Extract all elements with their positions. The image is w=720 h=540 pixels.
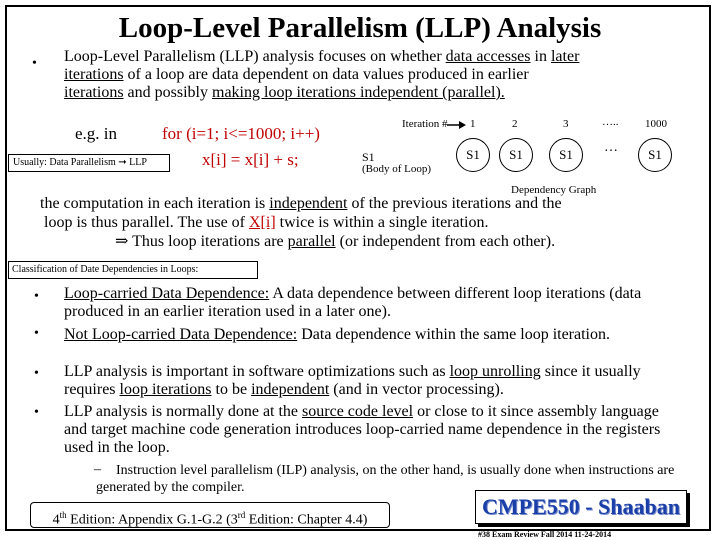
usually-box	[8, 154, 170, 172]
body-of-loop-label: (Body of Loop)	[362, 163, 432, 175]
course-logo: CMPE550 - Shaaban	[475, 490, 687, 524]
intro-text: of a loop are data dependent on data values produced in earlier	[127, 66, 529, 83]
graph-node: S1	[638, 138, 672, 172]
bullet-text: to be	[215, 381, 248, 398]
iteration-number: 1	[470, 118, 476, 130]
bullet-text: LLP analysis is important in software optimizations such as	[64, 363, 446, 380]
iteration-label: Iteration #	[402, 118, 448, 130]
edition-text: Edition: Appendix G.1-G.2 (3	[66, 512, 238, 528]
bullet-llp-software	[64, 363, 674, 399]
bullet-loop-carried	[64, 285, 674, 321]
edition-text: 4	[52, 512, 60, 528]
bullet-marker: •	[34, 289, 39, 304]
iteration-arrow-icon	[447, 119, 467, 131]
classification-label: Classification of Date Dependencies in Loops:	[8, 261, 258, 279]
dependency-graph-caption: Dependency Graph	[511, 184, 597, 196]
intro-parallel: making loop iterations independent (parallel).	[212, 84, 505, 101]
graph-node: S1	[499, 138, 533, 172]
bullet-not-loop-carried	[64, 326, 674, 344]
iteration-number: 3	[563, 118, 569, 130]
conclusion-xi: X[i]	[249, 214, 276, 231]
edition-text: Edition: Chapter 4.4)	[245, 512, 368, 528]
bullet-heading: Loop-carried Data Dependence:	[64, 285, 270, 302]
page-title: Loop-Level Parallelism (LLP) Analysis	[118, 12, 602, 44]
iteration-number: …..	[602, 116, 619, 128]
conclusion-paragraph	[40, 194, 700, 251]
conclusion-text: the computation in each iteration is	[40, 195, 266, 212]
conclusion-independent: independent	[269, 195, 348, 212]
bullet-marker: •	[34, 405, 39, 420]
intro-paragraph	[64, 48, 694, 102]
intro-text: and possibly	[127, 84, 208, 101]
implies-icon: ⇒	[115, 233, 129, 250]
bullet-marker: •	[34, 366, 39, 381]
code-line-body: x[i] = x[i] + s;	[202, 150, 299, 169]
intro-data-accesses: data accesses	[445, 48, 531, 65]
edition-sup: rd	[237, 510, 246, 520]
slide-info: #38 Exam Review Fall 2014 11-24-2014	[478, 530, 612, 539]
bullet-marker: •	[32, 56, 37, 71]
usually-text: Usually: Data Parallelism	[13, 157, 116, 168]
bullet-text: Data dependence within the same loop iteration.	[297, 326, 610, 343]
bullet-heading: Not Loop-carried Data Dependence:	[64, 326, 298, 343]
loop-iterations-text: loop iterations	[119, 381, 212, 398]
bullet-text: LLP analysis is normally done at the	[64, 403, 299, 420]
loop-unrolling-text: loop unrolling	[449, 363, 541, 380]
bullet-llp-source-level	[64, 403, 674, 457]
llp-text: LLP	[129, 157, 147, 168]
bullet-text: (and in vector processing).	[333, 381, 504, 398]
s1-label: S1	[362, 150, 375, 164]
conclusion-text: (or independent from each other).	[339, 233, 556, 250]
bullet-text: since it usually requires	[64, 363, 641, 398]
graph-node: S1	[549, 138, 583, 172]
bullet-text: A data dependence between different loop iterations (data produced in an earlier iteration used in a later one).	[64, 285, 642, 320]
graph-ellipsis: …	[604, 140, 618, 155]
conclusion-text: loop is thus parallel. The use of	[44, 214, 245, 231]
sub-bullet-text: Instruction level parallelism (ILP) analysis, on the other hand, is usually done when instructions are generated by the compiler.	[96, 463, 675, 495]
conclusion-parallel: parallel	[287, 233, 336, 250]
intro-text: Loop-Level Parallelism (LLP) analysis focuses on whether	[64, 48, 442, 65]
independent-text: independent	[251, 381, 330, 398]
iteration-number: 1000	[645, 118, 667, 130]
example-label: e.g. in	[75, 124, 118, 143]
intro-iterations: iterations	[64, 66, 124, 83]
conclusion-text: Thus loop iterations are	[132, 233, 284, 250]
intro-text: in	[534, 48, 547, 65]
edition-sup: th	[59, 510, 67, 520]
conclusion-text: twice is within a single iteration.	[279, 214, 489, 231]
code-line-for: for (i=1; i<=1000; i++)	[162, 124, 320, 143]
source-code-level-text: source code level	[302, 403, 414, 420]
bullet-marker: •	[34, 326, 39, 341]
arrow-right-icon: ➞	[118, 157, 127, 168]
bullet-text: or close to it since assembly language and target machine code generation introduces loop-carried name dependence in the registers used in the loop.	[64, 403, 661, 456]
intro-iterations: iterations	[64, 84, 124, 101]
graph-node: S1	[456, 138, 490, 172]
iteration-number: 2	[512, 118, 518, 130]
edition-reference	[30, 502, 390, 528]
intro-later: later	[550, 48, 580, 65]
sub-bullet-dash: –	[94, 462, 101, 477]
conclusion-text: of the previous iterations and the	[351, 195, 562, 212]
